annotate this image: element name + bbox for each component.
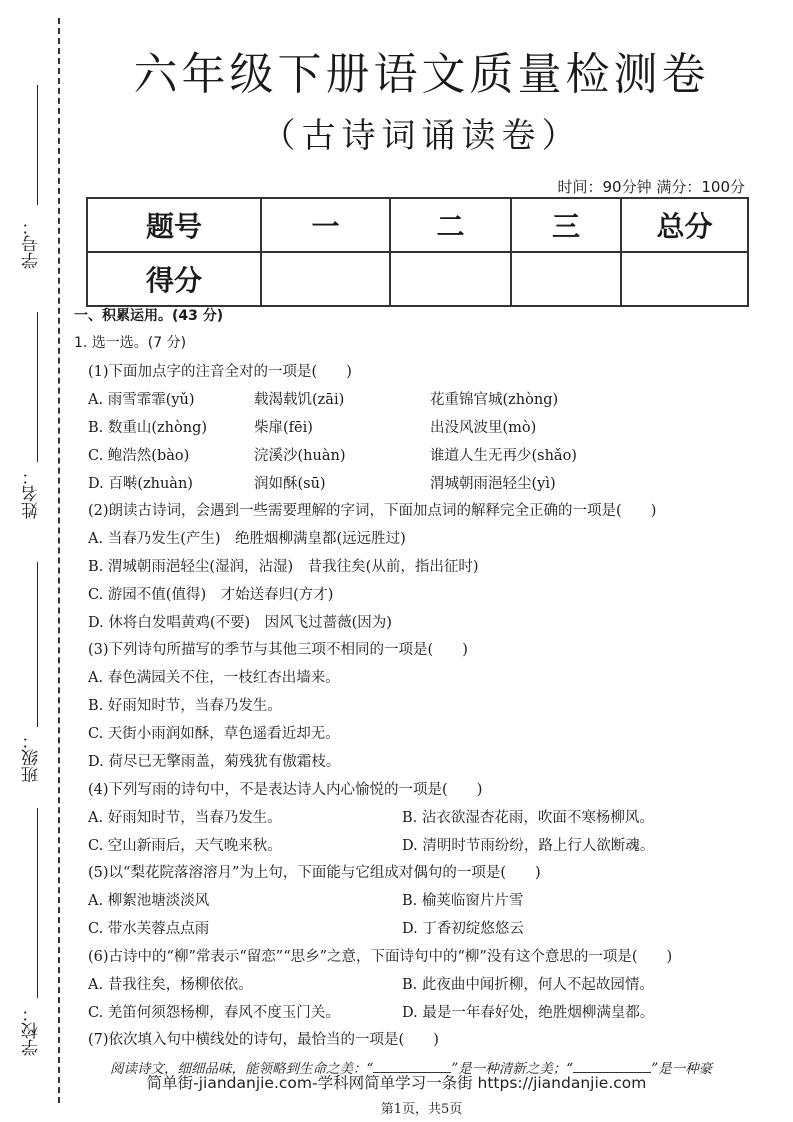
class-label: 班级：: [22, 732, 42, 783]
q1-1-option: 花重锦官城(zhòng): [430, 392, 559, 408]
q1-1-option: 渭城朝雨浥轻尘(yì): [430, 476, 556, 492]
q1-5-option: A. 柳絮池塘淡淡风: [88, 893, 210, 909]
q1-1-option: 谁道人生无再少(shǎo): [430, 448, 577, 464]
passage-text: ”是一种清新之美；“: [451, 1061, 574, 1077]
q1-1-stem: (1)下面加点字的注音全对的一项是( ): [88, 364, 352, 380]
q1-6-option: D. 最是一年春好处，绝胜烟柳满皇都。: [402, 1005, 655, 1021]
header-cell: 题号: [87, 198, 261, 252]
page-number: 第1页，共5页: [380, 1102, 463, 1117]
passage-text: ”是一种豪: [651, 1061, 713, 1077]
watermark: 简单街-jiandanjie.com-学科网简单学习一条街 https://jiandanjie.com: [146, 1074, 647, 1092]
q1-3-option: B. 好雨知时节，当春乃发生。: [88, 698, 282, 714]
page-title: 六年级下册语文质量检测卷: [133, 49, 710, 100]
q1-1-option: D. 百啭(zhuàn): [88, 476, 193, 492]
q1-6-option: B. 此夜曲中闻折柳，何人不起故园情。: [402, 977, 654, 993]
q1-5-option: C. 带水芙蓉点点雨: [88, 921, 210, 937]
passage-text: 阅读诗文，细细品味，能领略到生命之美：“: [110, 1061, 374, 1077]
q1-4-stem: (4)下列写雨的诗句中，不是表达诗人内心愉悦的一项是( ): [88, 782, 483, 798]
score-label-cell: 得分: [87, 252, 261, 306]
class-line[interactable]: [37, 562, 38, 727]
header-cell: 二: [390, 198, 511, 252]
name-line[interactable]: [37, 312, 38, 462]
q1-2-option: A. 当春乃发生(产生) 绝胜烟柳满皇都(远远胜过): [88, 531, 406, 547]
school-label: 学校：: [22, 1005, 42, 1056]
q1-1-option: 出没风波里(mò): [430, 420, 537, 436]
q1-1-option: A. 雨雪霏霏(yǔ): [88, 392, 195, 408]
q1-4-option: B. 沾衣欲湿杏花雨，吹面不寒杨柳风。: [402, 810, 654, 826]
q1-3-stem: (3)下列诗句所描写的季节与其他三项不相同的一项是( ): [88, 642, 468, 658]
q1-2-option: B. 渭城朝雨浥轻尘(湿润，沾湿) 昔我往矣(从前，指出征时): [88, 559, 479, 575]
q1-2-stem: (2)朗读古诗词，会遇到一些需要理解的字词，下面加点词的解释完全正确的一项是( ): [88, 503, 657, 519]
q1-3-option: D. 荷尽已无擎雨盖，菊残犹有傲霜枝。: [88, 754, 341, 770]
q1-1-option: 载渴载饥(zāi): [254, 392, 345, 408]
exam-meta: 时间：90分钟 满分：100分: [557, 178, 745, 196]
q1-1-option: 润如酥(sū): [254, 476, 326, 492]
name-label: 姓名：: [22, 468, 42, 519]
q1-4-option: C. 空山新雨后，天气晚来秋。: [88, 838, 282, 854]
q1-5-option: D. 丁香初绽悠悠云: [402, 921, 524, 937]
header-cell: 总分: [621, 198, 748, 252]
q1-2-option: D. 休将白发唱黄鸡(不要) 因风飞过蔷薇(因为): [88, 615, 392, 631]
q1-2-option: C. 游园不值(值得) 才始送春归(方才): [88, 587, 334, 603]
q1-1-option: B. 数重山(zhòng): [88, 420, 208, 436]
q1-6-stem: (6)古诗中的“柳”常表示“留恋”“思乡”之意，下面诗句中的“柳”没有这个意思的一项是( ): [88, 949, 673, 965]
score-table: [86, 197, 749, 307]
q1-7-stem: (7)依次填入句中横线处的诗句，最恰当的一项是( ): [88, 1032, 439, 1048]
student-id-label: 学号：: [22, 218, 42, 269]
page-subtitle: （古诗词诵读卷）: [261, 116, 582, 156]
q1-4-option: A. 好雨知时节，当春乃发生。: [88, 810, 282, 826]
score-cell[interactable]: [511, 252, 621, 306]
q1-1-option: 柴扉(fēi): [254, 420, 313, 436]
section-title: 一、积累运用。(43 分): [74, 308, 224, 324]
score-cell[interactable]: [621, 252, 748, 306]
q1-1-option: 浣溪沙(huàn): [254, 448, 346, 464]
question-1-title: 1. 选一选。(7 分): [74, 335, 187, 351]
header-cell: 一: [261, 198, 390, 252]
q1-5-stem: (5)以“梨花院落溶溶月”为上句，下面能与它组成对偶句的一项是( ): [88, 865, 541, 881]
cut-line: [58, 18, 60, 1103]
score-table-header-row: [87, 198, 748, 252]
q1-4-option: D. 清明时节雨纷纷，路上行人欲断魂。: [402, 838, 655, 854]
binding-margin: [0, 0, 80, 1122]
q1-6-option: A. 昔我往矣，杨柳依依。: [88, 977, 253, 993]
q1-1-option: C. 鲍浩然(bào): [88, 448, 190, 464]
score-cell[interactable]: [261, 252, 390, 306]
header-cell: 三: [511, 198, 621, 252]
school-line[interactable]: [37, 808, 38, 998]
q1-3-option: A. 春色满园关不住，一枝红杏出墙来。: [88, 670, 340, 686]
q1-3-option: C. 天街小雨润如酥，草色遥看近却无。: [88, 726, 340, 742]
q1-5-option: B. 榆荚临窗片片雪: [402, 893, 524, 909]
score-table-score-row: [87, 252, 748, 306]
score-cell[interactable]: [390, 252, 511, 306]
q1-6-option: C. 羌笛何须怨杨柳，春风不度玉门关。: [88, 1005, 340, 1021]
